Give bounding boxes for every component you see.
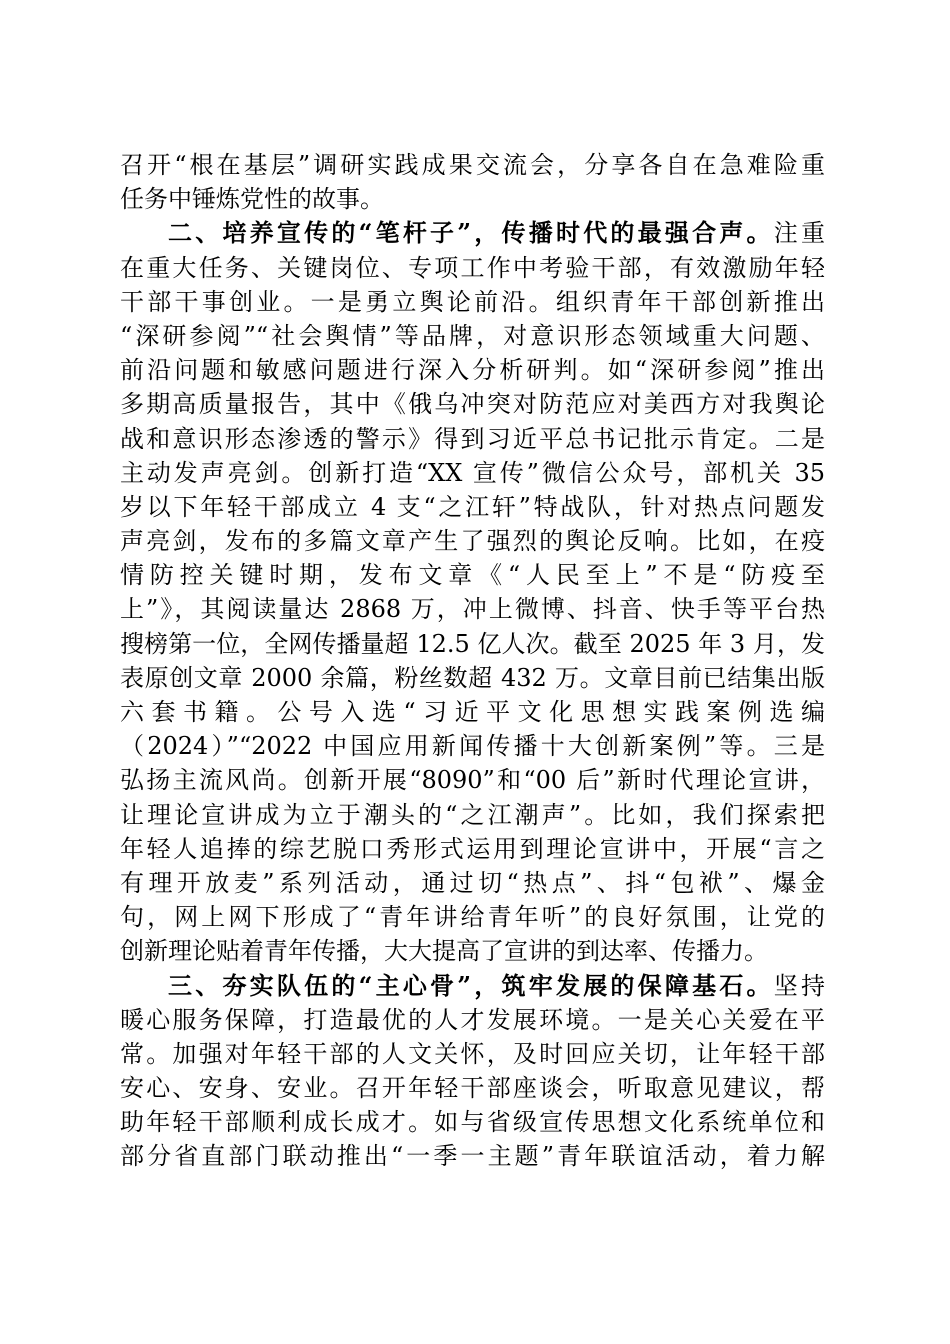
text-line: 搜榜第一位，全网传播量超 12.5 亿人次。截至 2025 年 3 月，发 [120,629,825,658]
text-line: 战和意识形态渗透的警示》得到习近平总书记批示肯定。二是 [120,424,825,453]
section-heading-3: 三、夯实队伍的“主心骨”，筑牢发展的保障基石。 [168,970,774,1000]
text-line: 部分省直部门联动推出“一季一主题”青年联谊活动，着力解 [120,1142,825,1171]
section-heading-2: 二、培养宣传的“笔杆子”，传播时代的最强合声。 [168,218,774,248]
text-line: 在重大任务、关键岗位、专项工作中考验干部，有效激励年轻 [120,253,825,282]
text-line: 上”》，其阅读量达 2868 万，冲上微博、抖音、快手等平台热 [120,595,825,624]
text-fragment: 注重 [773,219,826,248]
text-line: 召开“根在基层”调研实践成果交流会，分享各自在急难险重 [120,151,825,179]
text-fragment: 坚持 [773,971,826,1000]
text-line: 多期高质量报告，其中《俄乌冲突对防范应对美西方对我舆论 [120,390,825,419]
text-line: 主动发声亮剑。创新打造“XX 宣传”微信公众号，部机关 35 [120,458,825,487]
paragraph-1 [120,148,825,216]
text-line: 干部干事创业。一是勇立舆论前沿。组织青年干部创新推出 [120,287,825,316]
text-line: 表原创文章 2000 余篇，粉丝数超 432 万。文章目前已结集出版 [120,663,825,692]
text-line: 创新理论贴着青年传播，大大提高了宣讲的到达率、传播力。 [120,937,768,966]
text-line: 前沿问题和敏感问题进行深入分析研判。如“深研参阅”推出 [120,356,825,385]
text-line: 暖心服务保障，打造最优的人才发展环境。一是关心关爱在平 [120,1005,825,1034]
text-line: 常。加强对年轻干部的人文关怀，及时回应关切，让年轻干部 [120,1039,825,1068]
paragraph-2 [120,216,825,968]
text-line: 助年轻干部顺利成长成才。如与省级宣传思想文化系统单位和 [120,1108,825,1137]
document-page [120,148,825,1174]
paragraph-heading-line [120,216,825,250]
text-line: 有理开放麦”系列活动，通过切“热点”、抖“包袱”、爆金 [120,868,825,897]
text-line: 安心、安身、安业。召开年轻干部座谈会，听取意见建议，帮 [120,1074,825,1103]
text-line: 让理论宣讲成为立于潮头的“之江潮声”。比如，我们探索把 [120,800,825,829]
paragraph-heading-line [120,969,825,1003]
text-line: （2024）”“2022 中国应用新闻传播十大创新案例”等。三是 [120,732,825,761]
text-line: 六套书籍。公号入选“习近平文化思想实践案例选编 [120,698,825,726]
paragraph-3 [120,969,825,1174]
text-line: 弘扬主流风尚。创新开展“8090”和“00 后”新时代理论宣讲， [120,766,825,795]
text-line: 句，网上网下形成了“青年讲给青年听”的良好氛围，让党的 [120,903,825,932]
text-line: 声亮剑，发布的多篇文章产生了强烈的舆论反响。比如，在疫 [120,527,825,556]
text-line: 情防控关键时期，发布文章《“人民至上”不是“防疫至 [120,561,825,590]
text-line: 岁以下年轻干部成立 4 支“之江轩”特战队，针对热点问题发 [120,492,825,521]
text-line: 任务中锤炼党性的故事。 [120,185,384,214]
text-line: 年轻人追捧的综艺脱口秀形式运用到理论宣讲中，开展“言之 [120,834,825,863]
text-line: “深研参阅”“社会舆情”等品牌，对意识形态领域重大问题、 [120,321,825,350]
